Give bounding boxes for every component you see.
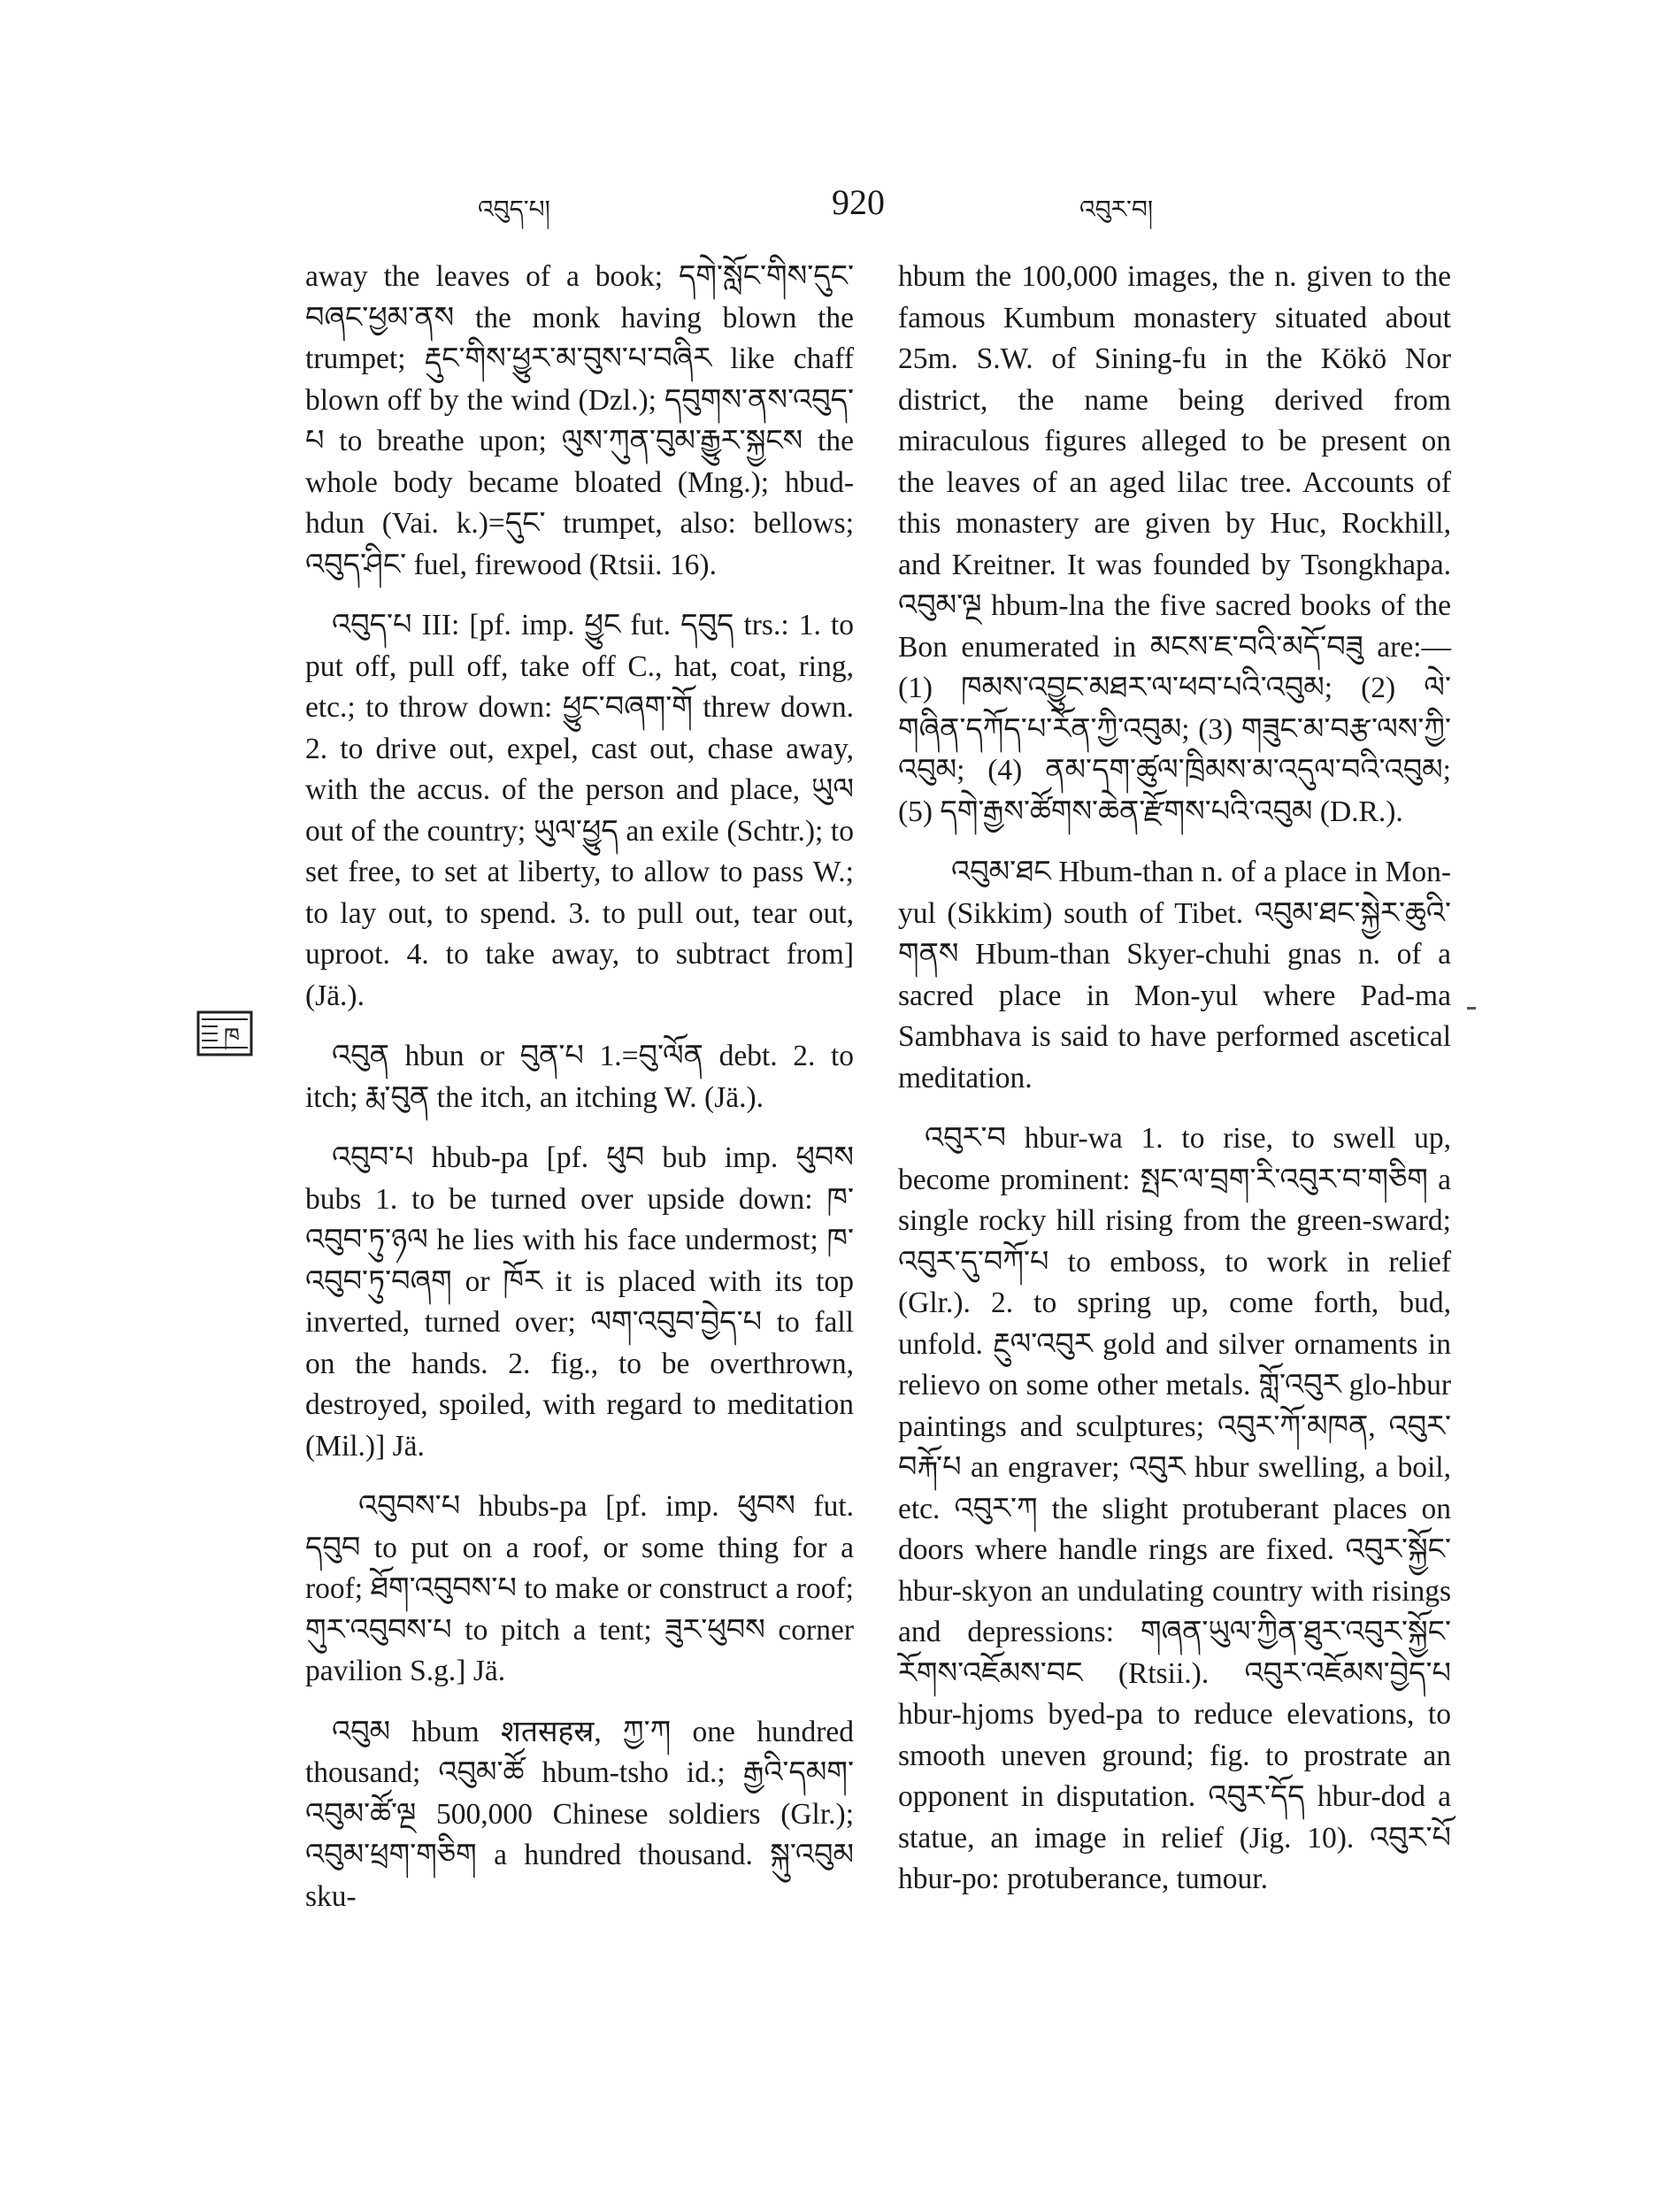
header-left-headword: འབུད་པ། [478,195,550,224]
entry-hbub-pa: འབུབ་པ hbub-pa [pf. ཕུབ bub imp. ཕུབས bubs 1. to be turned over upside down: ཁ་འབུབ་ཏུ་ཉལ he lies with his face undermost; ཁ་འབུབ་ཏུ་བཞག or ཁོར it is placed with its top inverted, turned over; ལག་འབུབ་བྱེད་པ to fall on the hands. 2. fig., to be overthrown, destroyed, spoiled, with regard to meditation (Mil.)] Jä. [305,1141,854,1463]
right-column [898,257,1451,1920]
section-marker-icon [196,1010,253,1056]
entry-hbum: འབུམ hbum शतसहस्र, ཀྱ་ཀ one hundred thousand; འབུམ་ཚོ hbum-tsho id.; རྒྱའི་དམག་འབུམ་ཚོ་ལྔ 500,000 Chinese soldiers (Glr.); འབུམ་ཕྲག་གཅིག a hundred thousand. སྐུ་འབུམ sku- [305,1715,854,1913]
left-column [305,257,854,1937]
entry-continuation: away the leaves of a book; དགེ་སློང་གིས་དུང་བཞང་ཕྱམ་ནས the monk having blown the trumpet; རྡུང་གིས་ཕྱུར་མ་བུས་པ་བཞིར like chaff blown off by the wind (Dzl.); དབུགས་ནས་འབུད་པ to breathe upon; ལུས་ཀུན་བུམ་རྒྱུར་སྐྱངས the whole body became bloated (Mng.); hbud-hdun (Vai. k.)=དུང་ trumpet, also: bellows; འབུད་ཤིང་ fuel, firewood (Rtsii. 16). [305,260,854,581]
page-number: 920 [832,182,885,222]
entry-hbubs-pa: འབུབས་པ hbubs-pa [pf. imp. ཕུབས fut. དབུབ to put on a roof, or some thing for a roof; ཐོག་འབུབས་པ to make or construct a roof; གུར་འབུབས་པ to pitch a tent; ཟུར་ཕུབས corner pavilion S.g.] Jä. [305,1490,854,1687]
svg-text:ཁ: ཁ [223,1024,241,1050]
entry-hbun: འབུན hbun or བུན་པ 1.=བུ་ལོན debt. 2. to itch; རྨ་བུན the itch, an itching W. (Jä.). [305,1040,854,1114]
margin-mark [1467,1007,1476,1010]
entry-hbud-pa-iii: འབུད་པ III: [pf. imp. ཕྱུང fut. དབུད trs.: 1. to put off, pull off, take off C., hat, coat, ring, etc.; to throw down: ཕྱུང་བཞག་གོ threw down. 2. to drive out, expel, cast out, chase away, with the accus. of the person and place, ཡུལ out of the country; ཡུལ་ཕྱུད an exile (Schtr.); to set free, to set at liberty, to allow to pass W.; to lay out, to spend. 3. to pull out, tear out, uproot. 4. to take away, to subtract from] (Jä.). [305,609,854,1012]
entry-hbur-wa: འབུར་བ hbur-wa 1. to rise, to swell up, become prominent: སྤང་ལ་བྲག་རི་འབུར་བ་གཅིག a single rocky hill rising from the green-sward; འབུར་དུ་བཀོ་པ to emboss, to work in relief (Glr.). 2. to spring up, come forth, bud, unfold. རྔུལ་འབུར gold and silver ornaments in relievo on some other metals. གློ་འབུར glo-hbur paintings and sculptures; འབུར་ཀོ་མཁན, འབུར་བརྐོ་པ an engraver; འབུར hbur swelling, a boil, etc. འབུར་ཀ the slight protuberant places on doors where handle rings are fixed. འབུར་སྐྱོང་ hbur-skyon an undulating country with risings and depressions: གཞན་ཡུལ་ཀྱིན་ཐུར་འབུར་སྐྱོང་རོགས་འཇོམས་བང (Rtsii.). འབུར་འཇོམས་བྱེད་པ hbur-hjoms byed-pa to reduce elevations, to smooth uneven ground; fig. to prostrate an opponent in disputation. འབུར་དོད hbur-dod a statue, an image in relief (Jig. 10). འབུར་པོ hbur-po: protuberance, tumour. [898,1122,1451,1895]
entry-hbum-than: འབུམ་ཐང Hbum-than n. of a place in Mon-yul (Sikkim) south of Tibet. འབུམ་ཐང་སྐྱེར་ཆུའི་གནས Hbum-than Skyer-chuhi gnas n. of a sacred place in Mon-yul where Pad-ma Sambhava is said to have performed ascetical meditation. [898,856,1451,1094]
entry-hbum-continued: hbum the 100,000 images, the n. given to the famous Kumbum monastery situated about 25m. S.W. of Sining-fu in the Kökö Nor district, the name being derived from miraculous figures alleged to be present on the leaves of an aged lilac tree. Accounts of this monastery are given by Huc, Rockhill, and Kreitner. It was founded by Tsongkhapa. འབུམ་ལྔ hbum-lna the five sacred books of the Bon enumerated in མངས་ཇ་བའི་མདོ་བཟུ are:—(1) ཁམས་འབྱུང་མཐར་ལ་ཕབ་པའི་འབུམ; (2) ལེ་གཞིན་དཀོད་པ་རོན་ཀྱི་འབུམ; (3) གཟུང་མ་བརྩ་ལས་ཀྱི་འབུམ; (4) ནམ་དག་ཚུལ་ཁྲིམས་མ་འདུལ་བའི་འབུམ; (5) དགེ་རྒྱས་ཚོགས་ཆེན་རྫོགས་པའི་འབུམ (D.R.). [898,260,1451,828]
header-right-headword: འབུར་བ། [1079,195,1154,224]
page-header [301,181,1460,234]
